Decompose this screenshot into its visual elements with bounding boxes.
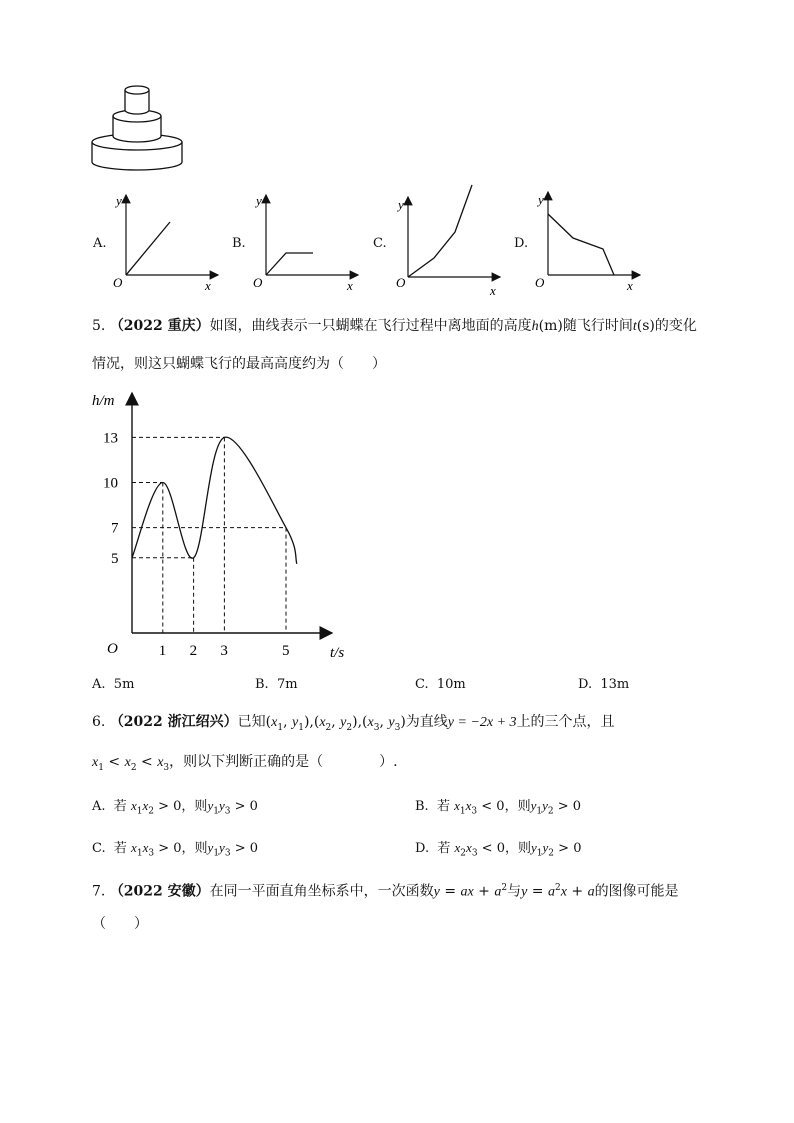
x-tick-label: 2 xyxy=(189,643,198,659)
q6-option-c[interactable]: C. 若 $x_1x_3 > 0$，则$y_1y_3 > 0$ xyxy=(92,840,258,859)
option-a-graph xyxy=(108,190,223,295)
butterfly-height-chart xyxy=(90,385,360,670)
q7-line1: 7. （2022 安徽）在同一平面直角坐标系中，一次函数y = ax + $a^2$与$y = a^2x + a$的图像可能是 xyxy=(92,883,679,900)
x-tick-label: 5 xyxy=(282,643,290,659)
q6-option-b[interactable]: B. 若 $x_1x_3 < 0$，则$y_1y_2 > 0$ xyxy=(415,798,582,817)
x-axis-label: x xyxy=(205,278,211,293)
origin-label: O xyxy=(107,641,118,657)
x-tick-label: 1 xyxy=(158,643,167,659)
x-axis-label: x xyxy=(490,283,496,298)
x-tick-label: 3 xyxy=(220,643,228,659)
x-axis-label: x xyxy=(347,278,353,293)
q6-option-a[interactable]: A. 若 $x_1x_2 > 0$，则$y_1y_3 > 0$ xyxy=(92,798,258,817)
y-tick-label: 13 xyxy=(103,430,118,447)
flight-curve xyxy=(132,437,297,564)
q5-option-c[interactable]: C. 10m xyxy=(415,677,466,692)
option-d-label: D. xyxy=(514,236,529,251)
q7-line2: （ ） xyxy=(92,916,148,932)
y-tick-label: 10 xyxy=(103,475,118,492)
y-axis-label: y xyxy=(116,193,122,208)
option-d-graph xyxy=(530,190,645,295)
q5-line2: 情况，则这只蝴蝶飞行的最高高度约为（ ） xyxy=(92,356,386,372)
q5-option-a[interactable]: A. 5m xyxy=(92,677,135,692)
origin-label: O xyxy=(113,275,123,290)
origin-label: O xyxy=(253,275,263,290)
origin-label: O xyxy=(396,275,406,290)
y-tick-label: 5 xyxy=(111,550,119,567)
y-axis-title: h/m xyxy=(92,393,115,409)
q6-line1: 6. （2022 浙江绍兴）已知($x_1$, $y_1),(x_2$, $y_2),(x_3$, $y_3$)为直线y = −2x + 3上的三个点，且 xyxy=(92,714,615,733)
option-b-label: B. xyxy=(232,236,246,251)
option-b-graph xyxy=(248,190,363,295)
y-axis-label: y xyxy=(398,197,404,212)
q5-line1: 5. （2022 重庆）如图，曲线表示一只蝴蝶在飞行过程中离地面的高度h(m)随飞行时间t(s)的变化 xyxy=(92,318,697,334)
option-c-graph xyxy=(390,180,510,298)
origin-label: O xyxy=(535,275,545,290)
q6-option-d[interactable]: D. 若 $x_2x_3 < 0$，则$y_1y_2 > 0$ xyxy=(415,840,582,859)
y-tick-label: 7 xyxy=(111,520,119,537)
y-axis-label: y xyxy=(538,192,544,207)
x-axis-label: x xyxy=(627,278,633,293)
option-c-label: C. xyxy=(373,236,387,251)
x-axis-title: t/s xyxy=(330,645,345,661)
stacked-cylinders-figure xyxy=(85,80,190,175)
option-a-label: A. xyxy=(93,236,107,251)
q5-option-d[interactable]: D. 13m xyxy=(578,677,630,692)
q6-line2: $x_1 < x_2 < x_3$，则以下判断正确的是（ ）. xyxy=(92,754,398,773)
q5-option-b[interactable]: B. 7m xyxy=(255,677,298,692)
y-axis-label: y xyxy=(256,193,262,208)
